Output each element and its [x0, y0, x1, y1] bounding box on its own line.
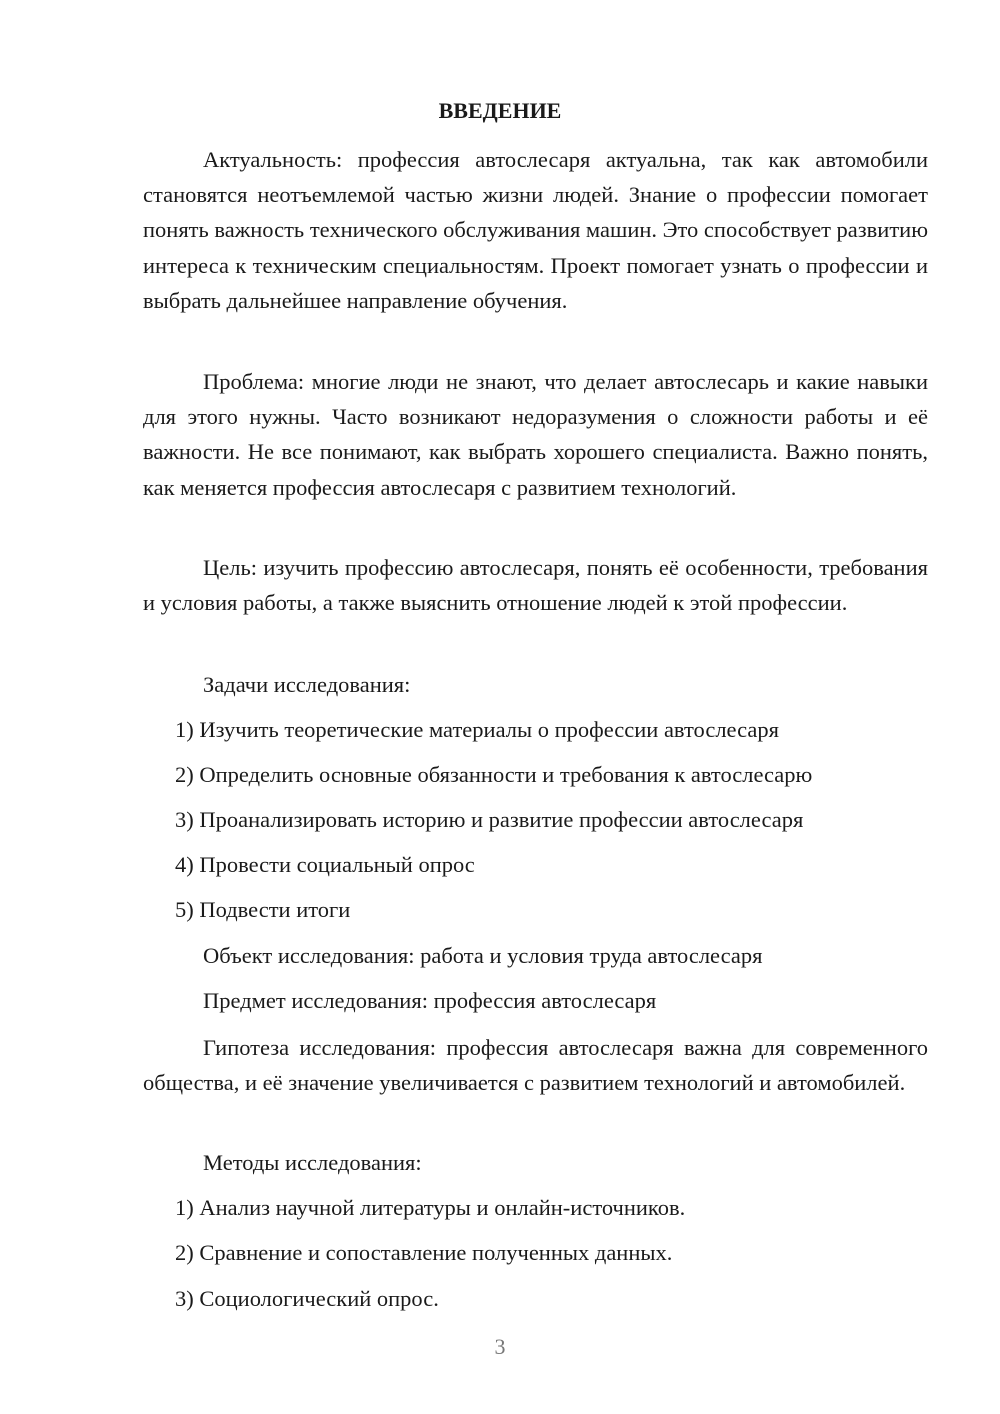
task-item-4: 4) Провести социальный опрос	[175, 852, 475, 877]
methods-heading: Методы исследования:	[203, 1150, 422, 1175]
task-item-2: 2) Определить основные обязанности и требования к автослесарю	[175, 762, 813, 787]
page-title: ВВЕДЕНИЕ	[438, 98, 562, 123]
task-item-3: 3) Проанализировать историю и развитие профессии автослесаря	[175, 807, 804, 832]
method-item-1: 1) Анализ научной литературы и онлайн-источников.	[175, 1195, 686, 1220]
research-object: Объект исследования: работа и условия труда автослесаря	[203, 943, 763, 968]
page-number: 3	[494, 1334, 506, 1359]
research-subject: Предмет исследования: профессия автослесаря	[203, 988, 657, 1013]
paragraph-relevance: Актуальность: профессия автослесаря актуальна, так как автомобили становятся неотъемлемой частью жизни людей. Знание о профессии помогает понять важность технического обслуживания машин. Это способствует развитию интереса к техническим специальностям. Проект помогает узнать о профессии и выбрать дальнейшее направление обучения.	[143, 147, 928, 313]
paragraph-goal: Цель: изучить профессию автослесаря, понять её особенности, требования и условия работы, а также выяснить отношение людей к этой профессии.	[143, 555, 928, 616]
paragraph-hypothesis: Гипотеза исследования: профессия автослесаря важна для современного общества, и её значение увеличивается с развитием технологий и автомобилей.	[143, 1035, 928, 1096]
method-item-2: 2) Сравнение и сопоставление полученных данных.	[175, 1240, 673, 1265]
tasks-heading: Задачи исследования:	[203, 672, 411, 697]
method-item-3: 3) Социологический опрос.	[175, 1286, 439, 1311]
paragraph-problem: Проблема: многие люди не знают, что делает автослесарь и какие навыки для этого нужны. Часто возникают недоразумения о сложности работы и её важности. Не все понимают, как выбрать хорошего специалиста. Важно понять, как меняется профессия автослесаря с развитием технологий.	[143, 369, 928, 500]
task-item-1: 1) Изучить теоретические материалы о профессии автослесаря	[175, 717, 779, 742]
task-item-5: 5) Подвести итоги	[175, 897, 351, 922]
